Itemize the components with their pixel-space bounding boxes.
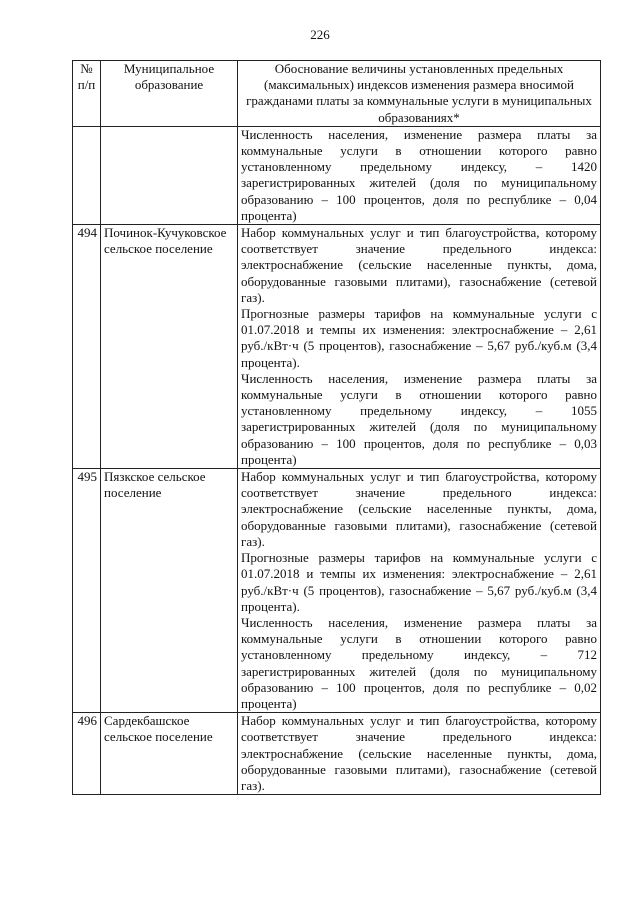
paragraph-services: Набор коммунальных услуг и тип благоустройства, которому соответствует значение предельного индекса: электроснабжение (сельские населенные пункты, дома, оборудованные газовыми плитами), газоснабжение (сетевой газ).	[241, 225, 597, 305]
row-justification	[238, 225, 601, 469]
paragraph-tariffs: Прогнозные размеры тарифов на коммунальные услуги с 01.07.2018 и темпы их изменения: электроснабжение – 2,61 руб./кВт·ч (5 процентов), газоснабжение – 5,67 руб./куб.м (3,4 процента).	[241, 550, 597, 614]
row-number: 496	[73, 713, 101, 795]
municipal-index-table	[72, 60, 601, 795]
row-justification	[238, 126, 601, 224]
table-row	[73, 713, 601, 795]
table-row	[73, 469, 601, 713]
table-row	[73, 126, 601, 224]
row-municipality	[101, 126, 238, 224]
row-number: 494	[73, 225, 101, 469]
header-num: № п/п	[73, 61, 101, 127]
table-header-row	[73, 61, 601, 127]
paragraph-population: Численность населения, изменение размера платы за коммунальные услуги в отношении которого равно установленному предельному индексу, – 1055 зарегистрированных жителей (доля по муниципальному образованию – 100 процентов, доля по республике – 0,03 процента)	[241, 370, 597, 467]
header-municipality: Муниципальное образование	[101, 61, 238, 127]
row-municipality: Сардекбашское сельское поселение	[101, 713, 238, 795]
row-municipality: Починок-Кучуковское сельское поселение	[101, 225, 238, 469]
row-number: 495	[73, 469, 101, 713]
row-number	[73, 126, 101, 224]
table-row	[73, 225, 601, 469]
row-justification	[238, 469, 601, 713]
paragraph-population: Численность населения, изменение размера платы за коммунальные услуги в отношении которого равно установленному предельному индексу, – 712 зарегистрированных жителей (доля по муниципальному образованию – 100 процентов, доля по республике – 0,02 процента)	[241, 614, 597, 711]
paragraph-population: Численность населения, изменение размера платы за коммунальные услуги в отношении которого равно установленному предельному индексу, – 1420 зарегистрированных жителей (доля по муниципальному образованию – 100 процентов, доля по республике – 0,04 процента)	[241, 126, 597, 223]
row-justification	[238, 713, 601, 795]
paragraph-tariffs: Прогнозные размеры тарифов на коммунальные услуги с 01.07.2018 и темпы их изменения: электроснабжение – 2,61 руб./кВт·ч (5 процентов), газоснабжение – 5,67 руб./куб.м (3,4 процента).	[241, 306, 597, 370]
page-number: 226	[310, 27, 330, 42]
paragraph-services: Набор коммунальных услуг и тип благоустройства, которому соответствует значение предельного индекса: электроснабжение (сельские населенные пункты, дома, оборудованные газовыми плитами), газоснабжение (сетевой газ).	[241, 713, 597, 793]
row-municipality: Пязкское сельское поселение	[101, 469, 238, 713]
header-justification: Обоснование величины установленных предельных (максимальных) индексов изменения размера вносимой гражданами платы за коммунальные услуги в муниципальных образованиях*	[238, 61, 601, 127]
paragraph-services: Набор коммунальных услуг и тип благоустройства, которому соответствует значение предельного индекса: электроснабжение (сельские населенные пункты, дома, оборудованные газовыми плитами), газоснабжение (сетевой газ).	[241, 469, 597, 549]
